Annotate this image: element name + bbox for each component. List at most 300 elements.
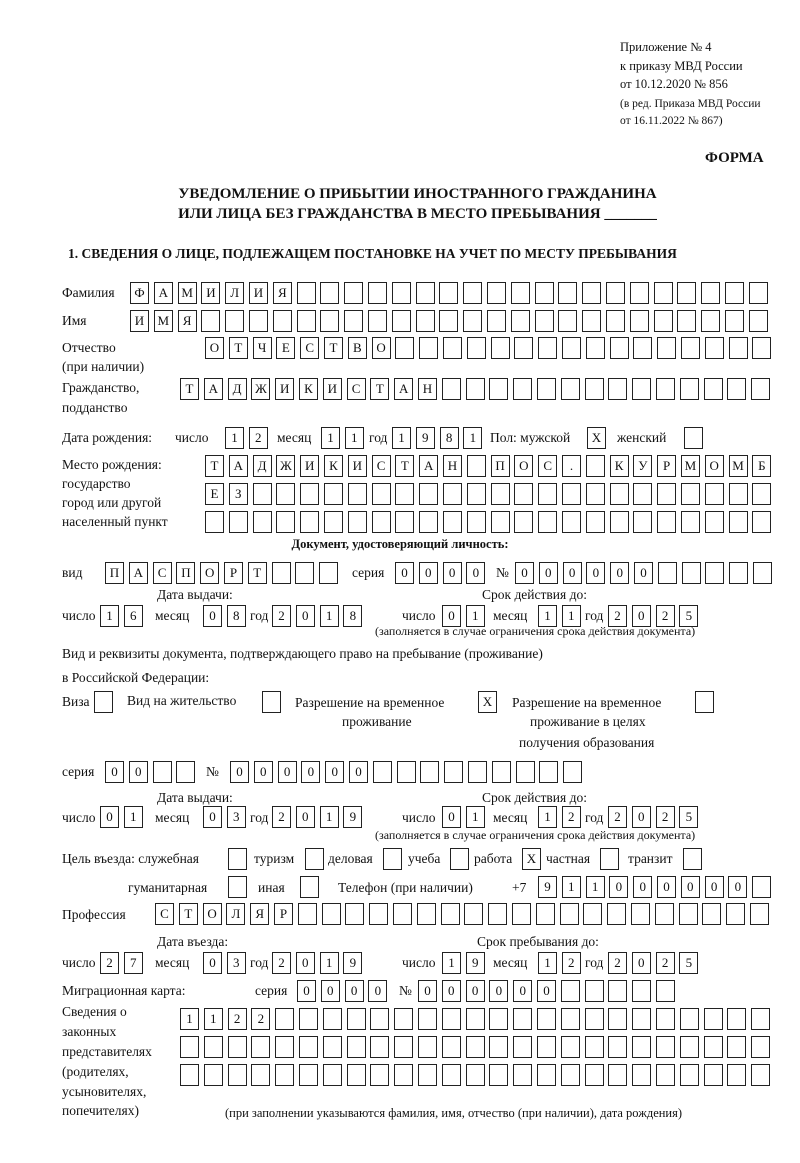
char-cell[interactable] bbox=[752, 483, 771, 505]
stay-number-field[interactable] bbox=[230, 761, 587, 783]
char-cell[interactable]: 0 bbox=[442, 605, 461, 627]
char-cell[interactable] bbox=[704, 378, 723, 400]
char-cell[interactable]: 0 bbox=[203, 952, 222, 974]
char-cell[interactable] bbox=[491, 483, 510, 505]
char-cell[interactable]: 1 bbox=[225, 427, 244, 449]
char-cell[interactable]: 2 bbox=[272, 806, 291, 828]
char-cell[interactable]: 1 bbox=[320, 952, 339, 974]
char-cell[interactable] bbox=[467, 337, 486, 359]
char-cell[interactable] bbox=[558, 282, 577, 304]
char-cell[interactable]: К bbox=[610, 455, 629, 477]
char-cell[interactable]: Т bbox=[229, 337, 248, 359]
char-cell[interactable] bbox=[657, 511, 676, 533]
char-cell[interactable] bbox=[608, 1036, 627, 1058]
char-cell[interactable]: М bbox=[681, 455, 700, 477]
char-cell[interactable]: 1 bbox=[392, 427, 411, 449]
char-cell[interactable] bbox=[657, 337, 676, 359]
char-cell[interactable] bbox=[300, 483, 319, 505]
char-cell[interactable] bbox=[535, 310, 554, 332]
checkbox-cell[interactable] bbox=[262, 691, 281, 713]
char-cell[interactable]: Е bbox=[276, 337, 295, 359]
char-cell[interactable] bbox=[439, 282, 458, 304]
char-cell[interactable] bbox=[606, 282, 625, 304]
char-cell[interactable]: 8 bbox=[227, 605, 246, 627]
char-cell[interactable]: 2 bbox=[562, 952, 581, 974]
char-cell[interactable]: О bbox=[200, 562, 219, 584]
char-cell[interactable] bbox=[537, 1064, 556, 1086]
sex-female-checkbox[interactable] bbox=[684, 427, 708, 449]
char-cell[interactable] bbox=[752, 337, 771, 359]
char-cell[interactable]: 0 bbox=[609, 876, 628, 898]
char-cell[interactable] bbox=[393, 903, 412, 925]
char-cell[interactable]: О bbox=[372, 337, 391, 359]
char-cell[interactable] bbox=[442, 1036, 461, 1058]
char-cell[interactable]: 0 bbox=[586, 562, 605, 584]
char-cell[interactable] bbox=[729, 562, 748, 584]
visa-checkbox[interactable] bbox=[94, 691, 118, 713]
char-cell[interactable]: С bbox=[372, 455, 391, 477]
checkbox-cell[interactable] bbox=[684, 427, 703, 449]
char-cell[interactable]: Р bbox=[657, 455, 676, 477]
char-cell[interactable] bbox=[372, 483, 391, 505]
purpose-study-checkbox[interactable] bbox=[450, 848, 474, 870]
char-cell[interactable] bbox=[704, 1064, 723, 1086]
stay-until-day[interactable] bbox=[442, 952, 490, 974]
char-cell[interactable]: Л bbox=[225, 282, 244, 304]
char-cell[interactable]: 0 bbox=[610, 562, 629, 584]
char-cell[interactable] bbox=[680, 1036, 699, 1058]
char-cell[interactable] bbox=[727, 1064, 746, 1086]
char-cell[interactable]: Л bbox=[226, 903, 245, 925]
char-cell[interactable] bbox=[610, 337, 629, 359]
char-cell[interactable] bbox=[468, 761, 487, 783]
char-cell[interactable] bbox=[319, 562, 338, 584]
entry-year[interactable] bbox=[272, 952, 367, 974]
char-cell[interactable] bbox=[586, 455, 605, 477]
stay-valid-year[interactable] bbox=[608, 806, 703, 828]
char-cell[interactable] bbox=[632, 1064, 651, 1086]
char-cell[interactable] bbox=[323, 1036, 342, 1058]
char-cell[interactable] bbox=[419, 511, 438, 533]
char-cell[interactable]: Я bbox=[178, 310, 197, 332]
char-cell[interactable]: 0 bbox=[345, 980, 364, 1002]
char-cell[interactable] bbox=[392, 310, 411, 332]
checkbox-cell[interactable] bbox=[305, 848, 324, 870]
char-cell[interactable]: 0 bbox=[705, 876, 724, 898]
stay-valid-day[interactable] bbox=[442, 806, 490, 828]
id-number-field[interactable] bbox=[515, 562, 777, 584]
char-cell[interactable] bbox=[204, 1036, 223, 1058]
char-cell[interactable]: М bbox=[178, 282, 197, 304]
char-cell[interactable] bbox=[253, 483, 272, 505]
char-cell[interactable] bbox=[297, 282, 316, 304]
char-cell[interactable] bbox=[752, 511, 771, 533]
char-cell[interactable] bbox=[682, 562, 701, 584]
char-cell[interactable]: 1 bbox=[562, 605, 581, 627]
char-cell[interactable]: 0 bbox=[442, 980, 461, 1002]
char-cell[interactable] bbox=[606, 310, 625, 332]
char-cell[interactable] bbox=[585, 1008, 604, 1030]
char-cell[interactable]: 2 bbox=[249, 427, 268, 449]
char-cell[interactable] bbox=[348, 483, 367, 505]
char-cell[interactable]: 5 bbox=[679, 952, 698, 974]
char-cell[interactable] bbox=[560, 903, 579, 925]
char-cell[interactable]: 0 bbox=[681, 876, 700, 898]
char-cell[interactable]: 0 bbox=[466, 562, 485, 584]
char-cell[interactable] bbox=[395, 511, 414, 533]
char-cell[interactable] bbox=[608, 1064, 627, 1086]
char-cell[interactable] bbox=[677, 282, 696, 304]
surname-field[interactable] bbox=[130, 282, 773, 304]
char-cell[interactable] bbox=[656, 1064, 675, 1086]
citizenship-field[interactable] bbox=[180, 378, 775, 400]
char-cell[interactable] bbox=[275, 1064, 294, 1086]
char-cell[interactable] bbox=[729, 337, 748, 359]
char-cell[interactable]: 0 bbox=[325, 761, 344, 783]
residence-permit-checkbox[interactable] bbox=[262, 691, 286, 713]
purpose-other-checkbox[interactable] bbox=[300, 876, 324, 898]
char-cell[interactable] bbox=[729, 511, 748, 533]
char-cell[interactable]: 0 bbox=[657, 876, 676, 898]
char-cell[interactable]: 0 bbox=[466, 980, 485, 1002]
char-cell[interactable] bbox=[394, 1036, 413, 1058]
char-cell[interactable]: 1 bbox=[345, 427, 364, 449]
char-cell[interactable] bbox=[489, 1036, 508, 1058]
char-cell[interactable]: Ф bbox=[130, 282, 149, 304]
char-cell[interactable]: И bbox=[323, 378, 342, 400]
char-cell[interactable] bbox=[419, 337, 438, 359]
char-cell[interactable]: 1 bbox=[466, 806, 485, 828]
char-cell[interactable] bbox=[705, 511, 724, 533]
char-cell[interactable] bbox=[513, 1008, 532, 1030]
char-cell[interactable] bbox=[347, 1008, 366, 1030]
birthplace-line-1[interactable] bbox=[205, 455, 776, 477]
char-cell[interactable] bbox=[441, 903, 460, 925]
char-cell[interactable] bbox=[397, 761, 416, 783]
char-cell[interactable]: 0 bbox=[297, 980, 316, 1002]
char-cell[interactable] bbox=[370, 1064, 389, 1086]
char-cell[interactable] bbox=[537, 378, 556, 400]
char-cell[interactable] bbox=[419, 483, 438, 505]
char-cell[interactable]: 1 bbox=[538, 605, 557, 627]
char-cell[interactable]: З bbox=[229, 483, 248, 505]
char-cell[interactable]: 0 bbox=[368, 980, 387, 1002]
char-cell[interactable] bbox=[249, 310, 268, 332]
char-cell[interactable] bbox=[299, 1064, 318, 1086]
char-cell[interactable] bbox=[751, 1008, 770, 1030]
char-cell[interactable]: В bbox=[348, 337, 367, 359]
char-cell[interactable] bbox=[632, 1036, 651, 1058]
char-cell[interactable] bbox=[630, 282, 649, 304]
char-cell[interactable] bbox=[586, 483, 605, 505]
char-cell[interactable] bbox=[392, 282, 411, 304]
char-cell[interactable]: А bbox=[129, 562, 148, 584]
char-cell[interactable]: 0 bbox=[203, 605, 222, 627]
char-cell[interactable] bbox=[297, 310, 316, 332]
char-cell[interactable] bbox=[180, 1064, 199, 1086]
char-cell[interactable]: 1 bbox=[100, 605, 119, 627]
char-cell[interactable] bbox=[727, 1008, 746, 1030]
char-cell[interactable]: О bbox=[205, 337, 224, 359]
char-cell[interactable] bbox=[295, 562, 314, 584]
char-cell[interactable] bbox=[368, 310, 387, 332]
char-cell[interactable]: 1 bbox=[463, 427, 482, 449]
char-cell[interactable] bbox=[726, 903, 745, 925]
char-cell[interactable] bbox=[345, 903, 364, 925]
char-cell[interactable]: Т bbox=[205, 455, 224, 477]
char-cell[interactable] bbox=[538, 337, 557, 359]
char-cell[interactable] bbox=[489, 1008, 508, 1030]
char-cell[interactable]: П bbox=[491, 455, 510, 477]
char-cell[interactable]: 0 bbox=[633, 876, 652, 898]
char-cell[interactable] bbox=[180, 1036, 199, 1058]
char-cell[interactable] bbox=[487, 282, 506, 304]
char-cell[interactable] bbox=[300, 511, 319, 533]
birth-year-field[interactable] bbox=[392, 427, 487, 449]
id-series-field[interactable] bbox=[395, 562, 490, 584]
char-cell[interactable] bbox=[253, 511, 272, 533]
char-cell[interactable] bbox=[372, 511, 391, 533]
stay-valid-month[interactable] bbox=[538, 806, 586, 828]
char-cell[interactable] bbox=[466, 378, 485, 400]
char-cell[interactable] bbox=[466, 1036, 485, 1058]
char-cell[interactable]: Д bbox=[228, 378, 247, 400]
patronymic-field[interactable] bbox=[205, 337, 776, 359]
char-cell[interactable]: 0 bbox=[632, 806, 651, 828]
migration-number-field[interactable] bbox=[418, 980, 680, 1002]
char-cell[interactable] bbox=[583, 903, 602, 925]
char-cell[interactable] bbox=[632, 980, 651, 1002]
char-cell[interactable] bbox=[394, 1008, 413, 1030]
char-cell[interactable] bbox=[729, 483, 748, 505]
char-cell[interactable]: 0 bbox=[129, 761, 148, 783]
char-cell[interactable]: И bbox=[275, 378, 294, 400]
char-cell[interactable] bbox=[561, 378, 580, 400]
char-cell[interactable] bbox=[538, 511, 557, 533]
char-cell[interactable] bbox=[251, 1064, 270, 1086]
checkbox-cell[interactable]: X bbox=[587, 427, 606, 449]
purpose-business-checkbox[interactable] bbox=[383, 848, 407, 870]
char-cell[interactable]: 6 bbox=[124, 605, 143, 627]
char-cell[interactable] bbox=[467, 455, 486, 477]
char-cell[interactable] bbox=[443, 511, 462, 533]
char-cell[interactable]: Н bbox=[443, 455, 462, 477]
char-cell[interactable] bbox=[489, 1064, 508, 1086]
char-cell[interactable]: Т bbox=[324, 337, 343, 359]
char-cell[interactable]: Е bbox=[205, 483, 224, 505]
char-cell[interactable] bbox=[631, 903, 650, 925]
char-cell[interactable]: 1 bbox=[562, 876, 581, 898]
checkbox-cell[interactable] bbox=[450, 848, 469, 870]
phone-field[interactable] bbox=[538, 876, 776, 898]
checkbox-cell[interactable] bbox=[695, 691, 714, 713]
char-cell[interactable]: Т bbox=[180, 378, 199, 400]
char-cell[interactable]: 2 bbox=[562, 806, 581, 828]
char-cell[interactable] bbox=[701, 310, 720, 332]
char-cell[interactable] bbox=[681, 511, 700, 533]
char-cell[interactable] bbox=[323, 1008, 342, 1030]
char-cell[interactable] bbox=[607, 903, 626, 925]
char-cell[interactable] bbox=[610, 511, 629, 533]
char-cell[interactable] bbox=[463, 310, 482, 332]
char-cell[interactable]: 0 bbox=[728, 876, 747, 898]
char-cell[interactable] bbox=[562, 483, 581, 505]
checkbox-cell[interactable]: X bbox=[478, 691, 497, 713]
char-cell[interactable] bbox=[443, 483, 462, 505]
char-cell[interactable] bbox=[657, 483, 676, 505]
birth-month-field[interactable] bbox=[321, 427, 369, 449]
char-cell[interactable]: 0 bbox=[513, 980, 532, 1002]
name-field[interactable] bbox=[130, 310, 773, 332]
char-cell[interactable] bbox=[680, 1008, 699, 1030]
char-cell[interactable]: 2 bbox=[272, 952, 291, 974]
char-cell[interactable] bbox=[658, 562, 677, 584]
char-cell[interactable]: 2 bbox=[608, 605, 627, 627]
char-cell[interactable] bbox=[562, 337, 581, 359]
char-cell[interactable]: 2 bbox=[608, 806, 627, 828]
char-cell[interactable] bbox=[153, 761, 172, 783]
char-cell[interactable] bbox=[442, 1008, 461, 1030]
char-cell[interactable] bbox=[656, 1008, 675, 1030]
char-cell[interactable] bbox=[725, 282, 744, 304]
char-cell[interactable] bbox=[463, 282, 482, 304]
char-cell[interactable] bbox=[654, 310, 673, 332]
char-cell[interactable]: А bbox=[229, 455, 248, 477]
checkbox-cell[interactable] bbox=[228, 876, 247, 898]
char-cell[interactable] bbox=[514, 511, 533, 533]
char-cell[interactable]: И bbox=[130, 310, 149, 332]
char-cell[interactable]: 0 bbox=[443, 562, 462, 584]
char-cell[interactable] bbox=[370, 1008, 389, 1030]
purpose-official-checkbox[interactable] bbox=[228, 848, 252, 870]
char-cell[interactable]: Т bbox=[179, 903, 198, 925]
char-cell[interactable]: 1 bbox=[538, 952, 557, 974]
char-cell[interactable] bbox=[320, 310, 339, 332]
char-cell[interactable] bbox=[585, 1036, 604, 1058]
char-cell[interactable] bbox=[273, 310, 292, 332]
char-cell[interactable]: 8 bbox=[343, 605, 362, 627]
char-cell[interactable] bbox=[681, 483, 700, 505]
char-cell[interactable] bbox=[417, 903, 436, 925]
char-cell[interactable]: 2 bbox=[608, 952, 627, 974]
char-cell[interactable] bbox=[558, 310, 577, 332]
char-cell[interactable] bbox=[538, 483, 557, 505]
char-cell[interactable]: К bbox=[324, 455, 343, 477]
char-cell[interactable]: 1 bbox=[321, 427, 340, 449]
char-cell[interactable] bbox=[276, 483, 295, 505]
char-cell[interactable]: 0 bbox=[563, 562, 582, 584]
char-cell[interactable] bbox=[704, 1008, 723, 1030]
char-cell[interactable]: 0 bbox=[537, 980, 556, 1002]
char-cell[interactable]: 9 bbox=[343, 952, 362, 974]
char-cell[interactable]: 2 bbox=[656, 806, 675, 828]
char-cell[interactable]: Ж bbox=[251, 378, 270, 400]
char-cell[interactable]: М bbox=[729, 455, 748, 477]
char-cell[interactable]: 3 bbox=[227, 952, 246, 974]
char-cell[interactable]: С bbox=[300, 337, 319, 359]
char-cell[interactable] bbox=[347, 1064, 366, 1086]
char-cell[interactable] bbox=[705, 337, 724, 359]
char-cell[interactable] bbox=[420, 761, 439, 783]
char-cell[interactable] bbox=[275, 1008, 294, 1030]
char-cell[interactable] bbox=[416, 310, 435, 332]
profession-field[interactable] bbox=[155, 903, 774, 925]
representatives-line-2[interactable] bbox=[180, 1036, 775, 1058]
char-cell[interactable] bbox=[701, 282, 720, 304]
char-cell[interactable] bbox=[444, 761, 463, 783]
char-cell[interactable] bbox=[561, 980, 580, 1002]
char-cell[interactable] bbox=[418, 1036, 437, 1058]
char-cell[interactable] bbox=[513, 1064, 532, 1086]
purpose-tourism-checkbox[interactable] bbox=[305, 848, 329, 870]
char-cell[interactable]: Р bbox=[224, 562, 243, 584]
migration-series-field[interactable] bbox=[297, 980, 392, 1002]
char-cell[interactable] bbox=[205, 511, 224, 533]
char-cell[interactable] bbox=[608, 1008, 627, 1030]
char-cell[interactable]: 1 bbox=[180, 1008, 199, 1030]
char-cell[interactable]: С bbox=[538, 455, 557, 477]
representatives-line-1[interactable] bbox=[180, 1008, 775, 1030]
char-cell[interactable]: 0 bbox=[301, 761, 320, 783]
char-cell[interactable] bbox=[464, 903, 483, 925]
char-cell[interactable] bbox=[585, 378, 604, 400]
char-cell[interactable] bbox=[705, 483, 724, 505]
char-cell[interactable] bbox=[654, 282, 673, 304]
char-cell[interactable] bbox=[585, 980, 604, 1002]
char-cell[interactable] bbox=[630, 310, 649, 332]
id-issue-year[interactable] bbox=[272, 605, 367, 627]
char-cell[interactable]: 5 bbox=[679, 806, 698, 828]
char-cell[interactable] bbox=[228, 1064, 247, 1086]
checkbox-cell[interactable] bbox=[383, 848, 402, 870]
char-cell[interactable] bbox=[443, 337, 462, 359]
char-cell[interactable]: 9 bbox=[538, 876, 557, 898]
temp-permit-checkbox[interactable] bbox=[478, 691, 502, 713]
char-cell[interactable] bbox=[228, 1036, 247, 1058]
char-cell[interactable]: 2 bbox=[100, 952, 119, 974]
char-cell[interactable]: 0 bbox=[634, 562, 653, 584]
char-cell[interactable] bbox=[225, 310, 244, 332]
char-cell[interactable]: 1 bbox=[538, 806, 557, 828]
char-cell[interactable] bbox=[539, 761, 558, 783]
char-cell[interactable]: 0 bbox=[442, 806, 461, 828]
char-cell[interactable]: 7 bbox=[124, 952, 143, 974]
char-cell[interactable] bbox=[633, 511, 652, 533]
char-cell[interactable]: А bbox=[419, 455, 438, 477]
char-cell[interactable] bbox=[680, 1064, 699, 1086]
char-cell[interactable] bbox=[750, 903, 769, 925]
char-cell[interactable] bbox=[704, 1036, 723, 1058]
char-cell[interactable] bbox=[439, 310, 458, 332]
char-cell[interactable] bbox=[633, 337, 652, 359]
char-cell[interactable]: Т bbox=[248, 562, 267, 584]
char-cell[interactable]: 2 bbox=[656, 605, 675, 627]
char-cell[interactable] bbox=[585, 1064, 604, 1086]
char-cell[interactable] bbox=[561, 1036, 580, 1058]
char-cell[interactable] bbox=[344, 310, 363, 332]
char-cell[interactable] bbox=[229, 511, 248, 533]
char-cell[interactable] bbox=[299, 1036, 318, 1058]
checkbox-cell[interactable] bbox=[94, 691, 113, 713]
stay-series-field[interactable] bbox=[105, 761, 200, 783]
char-cell[interactable] bbox=[467, 483, 486, 505]
id-issue-day[interactable] bbox=[100, 605, 148, 627]
birthplace-line-3[interactable] bbox=[205, 511, 776, 533]
char-cell[interactable] bbox=[513, 378, 532, 400]
purpose-private-checkbox[interactable] bbox=[600, 848, 624, 870]
char-cell[interactable]: А bbox=[204, 378, 223, 400]
char-cell[interactable] bbox=[275, 1036, 294, 1058]
